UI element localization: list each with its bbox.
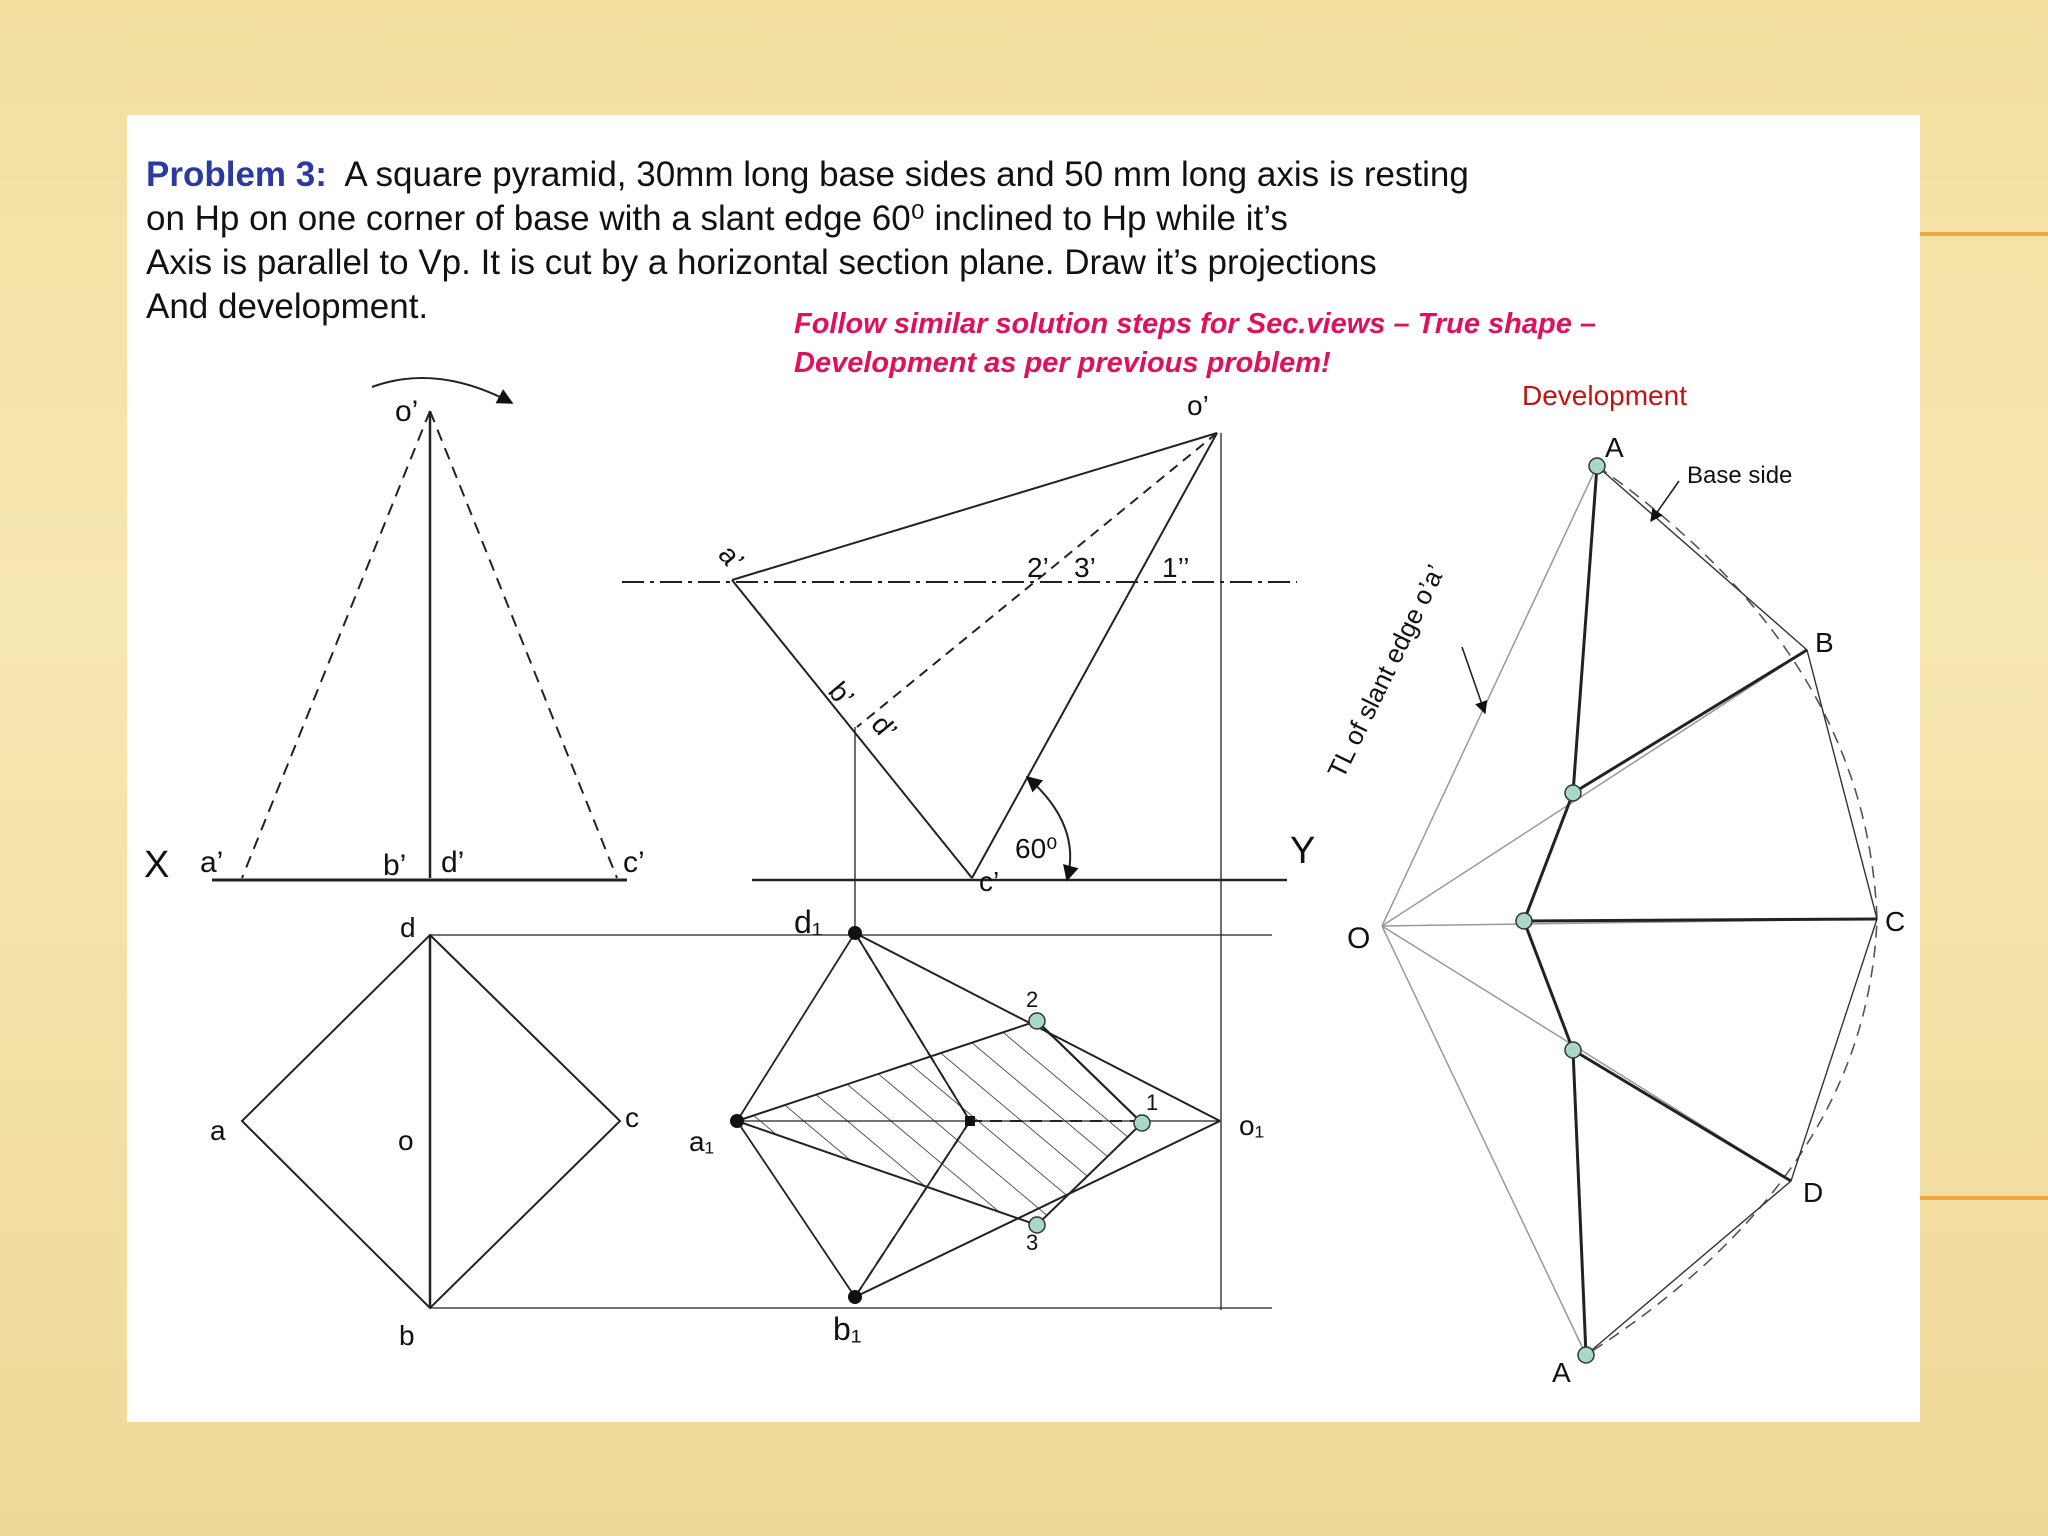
- problem-label: Problem 3:: [146, 155, 327, 194]
- incl-edge-oa: [732, 433, 1217, 580]
- label-point-1: 1: [1146, 1090, 1159, 1115]
- dev-label-c: C: [1885, 906, 1906, 937]
- label-b-prime-2: b’: [822, 675, 861, 713]
- label-a: a: [210, 1115, 226, 1146]
- front-edge-oc: [430, 411, 617, 878]
- label-b-prime: b’: [383, 849, 407, 882]
- problem-line-2: on Hp on one corner of base with a slant edge 60⁰ inclined to Hp while it’s: [146, 199, 1288, 238]
- label-d: d: [400, 912, 416, 943]
- dev-label-b: B: [1815, 627, 1834, 658]
- dev-point-2: [1516, 913, 1532, 929]
- sectional-top-view: [737, 933, 1220, 1297]
- base-side-label: Base side: [1687, 462, 1793, 489]
- label-b: b: [399, 1320, 415, 1351]
- label-b1: b₁: [833, 1311, 862, 1347]
- label-x: X: [144, 844, 170, 886]
- base-side-arrow: [1651, 481, 1679, 521]
- label-c-prime-2: c’: [979, 866, 1000, 897]
- development: [1382, 466, 1877, 1355]
- top-view-labels: [210, 912, 639, 1351]
- dev-label-d: D: [1803, 1177, 1824, 1208]
- label-c: c: [625, 1102, 639, 1133]
- point-2: [1029, 1013, 1045, 1029]
- label-o1: o₁: [1239, 1110, 1265, 1141]
- dev-base-sides: [1586, 466, 1877, 1355]
- rotation-arrow: [372, 378, 512, 403]
- dev-cut-c: [1524, 919, 1877, 921]
- angle-arc: [1027, 777, 1070, 880]
- slide-content: [127, 115, 1920, 1422]
- point-b1: [848, 1290, 862, 1304]
- dev-point-a-bottom: [1578, 1347, 1594, 1363]
- front-edge-oa: [242, 411, 430, 878]
- label-point-1-prime: 1’’: [1162, 552, 1190, 583]
- tl-label: TL of slant edge o’a’: [1321, 559, 1451, 783]
- note-line-1: Follow similar solution steps for Sec.views – True shape –: [794, 308, 1597, 340]
- decor-line-bottom: [1920, 1196, 2048, 1200]
- dev-point-3: [1565, 1042, 1581, 1058]
- section-hatch: [737, 1021, 1142, 1225]
- label-o-prime-2: o’: [1187, 390, 1209, 421]
- label-d-prime: d’: [441, 846, 465, 879]
- dev-label-a-top: A: [1605, 432, 1624, 463]
- label-o-prime: o’: [395, 395, 419, 428]
- label-a-prime-2: a’: [712, 538, 751, 576]
- problem-text-1: A square pyramid, 30mm long base sides and 50 mm long axis is resting: [344, 155, 1469, 194]
- dev-base-arc: [1586, 466, 1877, 1355]
- dev-cut-d: [1573, 1050, 1791, 1181]
- label-a1: a₁: [689, 1126, 715, 1157]
- problem-line-3: Axis is parallel to Vp. It is cut by a horizontal section plane. Draw it’s projections: [146, 243, 1377, 282]
- dev-point-1: [1565, 785, 1581, 801]
- label-d-prime-2: d’: [865, 708, 904, 746]
- label-c-prime: c’: [623, 846, 645, 879]
- label-a-prime: a’: [200, 846, 224, 879]
- label-y: Y: [1290, 830, 1316, 872]
- incl-base-ac: [732, 580, 972, 878]
- dev-label-a-bottom: A: [1552, 1357, 1571, 1388]
- label-o: o: [398, 1125, 414, 1156]
- dev-point-a-top: [1589, 458, 1605, 474]
- development-labels: [1321, 380, 1905, 1388]
- note-line-2: Development as per previous problem!: [794, 347, 1331, 379]
- label-point-3: 3: [1026, 1230, 1039, 1255]
- dev-cut-b: [1573, 650, 1807, 793]
- incl-edge-oc: [972, 433, 1217, 878]
- label-point-3-prime: 3’: [1074, 552, 1096, 583]
- point-1: [1134, 1115, 1150, 1131]
- label-point-2-prime: 2’: [1027, 552, 1049, 583]
- development-title: Development: [1522, 380, 1687, 411]
- projection-drawing: [127, 115, 1920, 1422]
- label-angle: 60⁰: [1015, 833, 1058, 864]
- point-c1: [965, 1116, 975, 1126]
- decor-line-top: [1920, 232, 2048, 236]
- front-view-labels: [144, 395, 645, 886]
- point-d1: [848, 926, 862, 940]
- problem-line-4: And development.: [146, 287, 429, 326]
- label-d1: d₁: [794, 904, 823, 940]
- point-a1: [730, 1114, 744, 1128]
- dev-label-o: O: [1347, 922, 1371, 955]
- front-view: [212, 378, 627, 880]
- tl-arrow: [1462, 647, 1485, 713]
- label-point-2: 2: [1026, 987, 1039, 1012]
- inclined-view-labels: [712, 390, 1315, 897]
